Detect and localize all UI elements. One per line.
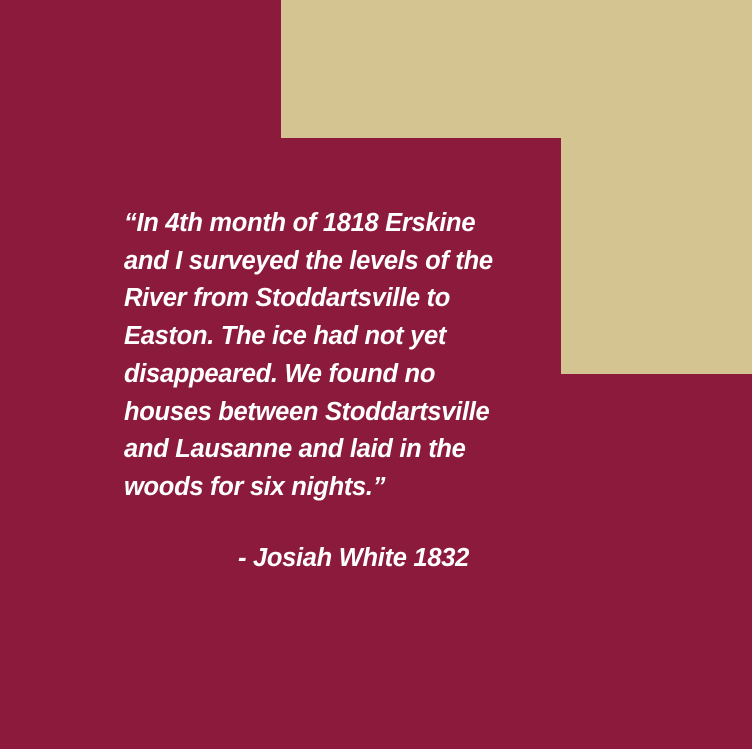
quote-text [124,205,534,507]
quote-line: River from Stoddartsville to [124,284,451,313]
quote-attribution: - Josiah White 1832 [238,544,469,572]
quote-line: woods for six nights.” [124,472,386,501]
quote-line: disappeared. We found no [124,359,436,388]
quote-line: and I surveyed the levels of the [124,246,493,275]
quote-line: houses between Stoddartsville [124,397,490,426]
quote-line: and Lausanne and laid in the [124,435,466,464]
quote-line: “In 4th month of 1818 Erskine [124,209,476,237]
quote-line: Easton. The ice had not yet [124,322,447,351]
